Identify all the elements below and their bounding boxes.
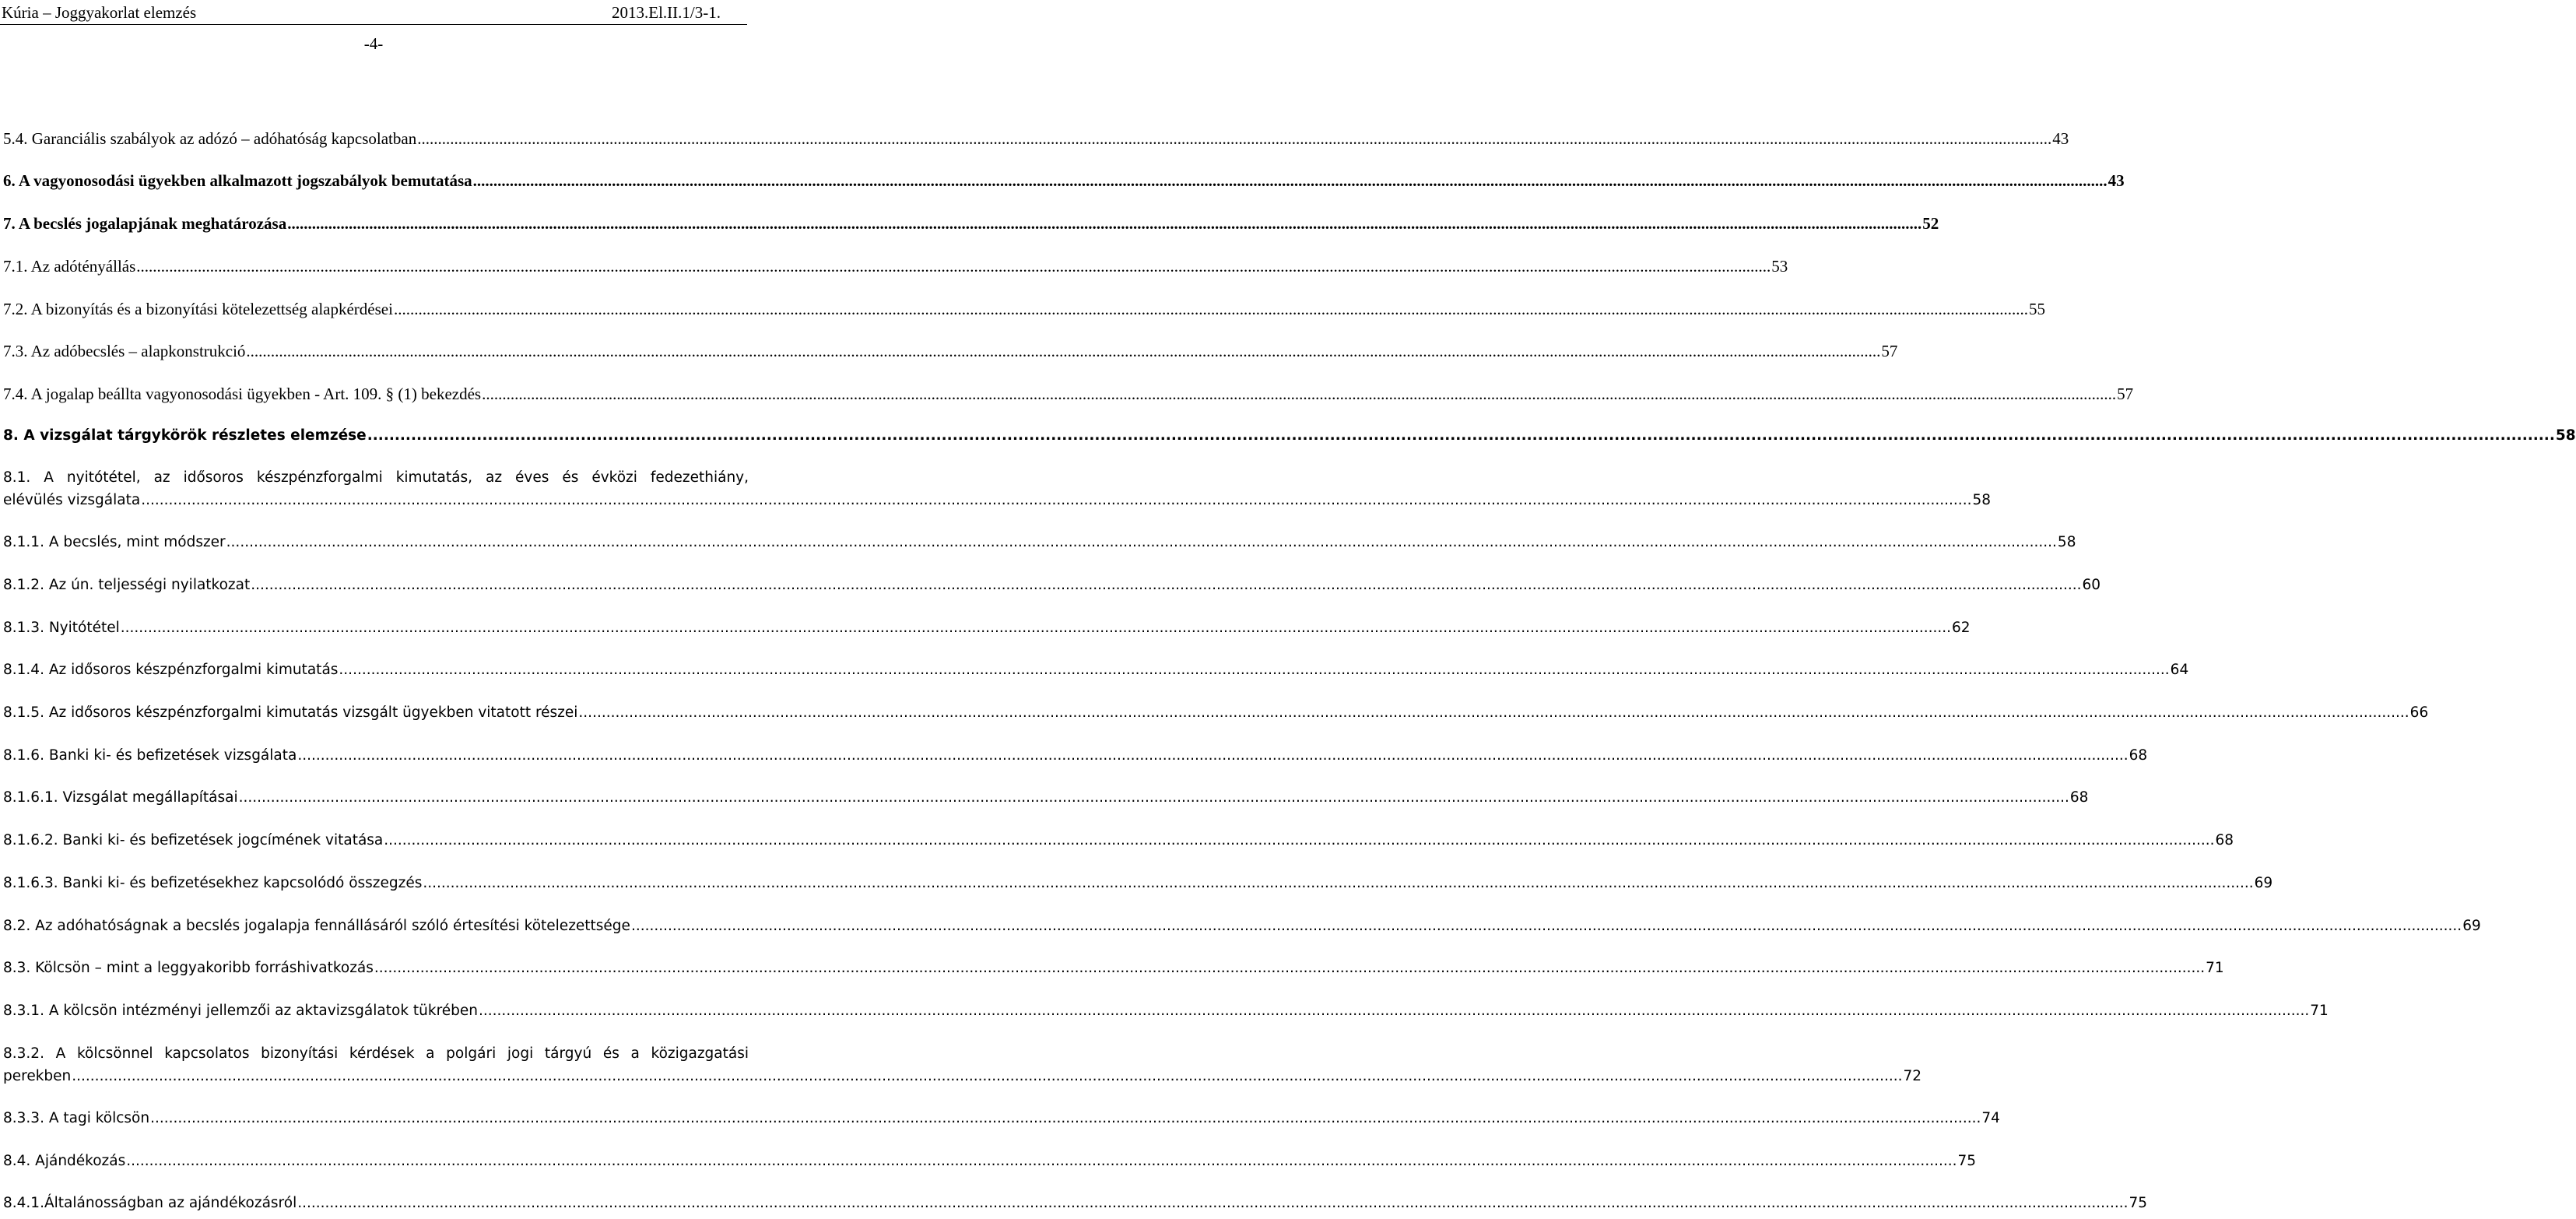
toc-entry-page: 58	[2057, 534, 2076, 550]
toc-entry[interactable]	[3, 577, 2101, 593]
toc-entry[interactable]	[3, 1195, 2148, 1211]
toc-leader-dots: ................................................................................................................................................................................................................................................................................................................................................................................................................	[393, 300, 2028, 318]
toc-entry[interactable]	[3, 662, 2189, 678]
toc-entry[interactable]	[3, 257, 1788, 276]
toc-entry-title-line1[interactable]: 8.1. A nyitótétel, az idősoros készpénzforgalmi kimutatás, az éves és évközi fedezethiány,	[3, 469, 749, 486]
toc-entry-title: 8.1.2. Az ún. teljességi nyilatkozat	[3, 577, 251, 593]
toc-leader-dots: ................................................................................................................................................................................................................................................................................................................................................................................................................	[630, 918, 2462, 934]
toc-leader-dots: ................................................................................................................................................................................................................................................................................................................................................................................................................	[423, 875, 2254, 891]
toc-leader-dots: ................................................................................................................................................................................................................................................................................................................................................................................................................	[251, 577, 2082, 593]
toc-entry-title: 8.3.1. A kölcsön intézményi jellemzői az aktavizsgálatok tükrében	[3, 1003, 479, 1019]
toc-entry-page: 68	[2215, 832, 2234, 848]
toc-entry[interactable]	[3, 534, 2076, 550]
toc-entry-page: 43	[2107, 171, 2125, 190]
toc-entry-page: 55	[2028, 300, 2045, 318]
toc-leader-dots: ................................................................................................................................................................................................................................................................................................................................................................................................................	[141, 492, 1972, 508]
toc-entry[interactable]	[3, 427, 2576, 444]
toc-entry-page: 69	[2462, 918, 2481, 934]
header-title: Kúria – Joggyakorlat elemzés	[2, 3, 197, 22]
toc-entry-title: 8.3.3. A tagi kölcsön	[3, 1110, 150, 1126]
toc-entry-title: 8.1.6.3. Banki ki- és befizetésekhez kapcsolódó összegzés	[3, 875, 423, 891]
toc-entry-title: 8.3. Kölcsön – mint a leggyakoribb forráshivatkozás	[3, 960, 374, 976]
toc-leader-dots: ................................................................................................................................................................................................................................................................................................................................................................................................................	[472, 171, 2107, 190]
toc-leader-dots: ................................................................................................................................................................................................................................................................................................................................................................................................................	[226, 534, 2057, 550]
toc-entry[interactable]	[3, 918, 2481, 934]
page-number: -4-	[363, 34, 384, 53]
toc-entry[interactable]	[3, 300, 2045, 319]
toc-entry[interactable]	[3, 171, 2125, 191]
page-header	[0, 2, 747, 25]
toc-entry-title: 6. A vagyonosodási ügyekben alkalmazott jogszabályok bemutatása	[3, 171, 472, 190]
toc-entry-title-line1[interactable]: 8.3.2. A kölcsönnel kapcsolatos bizonyítási kérdések a polgári jogi tárgyú és a közigazgatási	[3, 1045, 749, 1062]
toc-entry[interactable]	[3, 129, 2069, 149]
toc-leader-dots: ................................................................................................................................................................................................................................................................................................................................................................................................................	[384, 832, 2215, 848]
toc-entry-page: 66	[2409, 704, 2429, 721]
toc-entry[interactable]	[3, 1153, 1977, 1169]
toc-entry-title: 7. A becslés jogalapjának meghatározása	[3, 214, 287, 233]
toc-entry-title: 8.4.1.Általánosságban az ajándékozásról	[3, 1195, 297, 1211]
toc-leader-dots: ................................................................................................................................................................................................................................................................................................................................................................................................................	[374, 960, 2206, 976]
toc-entry-page: 58	[1972, 492, 1991, 508]
toc-entry-title: 8.1.4. Az idősoros készpénzforgalmi kimutatás	[3, 662, 339, 678]
toc-entry[interactable]	[3, 1068, 1922, 1084]
toc-entry-page: 43	[2052, 129, 2069, 148]
toc-entry[interactable]	[3, 214, 1939, 234]
toc-entry[interactable]	[3, 620, 1971, 636]
toc-entry-title: 8. A vizsgálat tárgykörök részletes elemzése	[3, 427, 367, 444]
toc-entry[interactable]	[3, 492, 1991, 508]
toc-entry-page: 57	[1881, 342, 1898, 360]
toc-leader-dots: ................................................................................................................................................................................................................................................................................................................................................................................................................	[72, 1068, 1903, 1084]
toc-entry-title: 8.1.5. Az idősoros készpénzforgalmi kimutatás vizsgált ügyekben vitatott részei	[3, 704, 578, 721]
toc-leader-dots: ................................................................................................................................................................................................................................................................................................................................................................................................................	[479, 1003, 2310, 1019]
toc-entry-title: 8.4. Ajándékozás	[3, 1153, 126, 1169]
toc-entry-title: 7.4. A jogalap beállta vagyonosodási ügyekben - Art. 109. § (1) bekezdés	[3, 385, 482, 403]
toc-entry[interactable]	[3, 1110, 2000, 1126]
toc-leader-dots: ................................................................................................................................................................................................................................................................................................................................................................................................................	[367, 427, 2555, 444]
toc-leader-dots: ................................................................................................................................................................................................................................................................................................................................................................................................................	[578, 704, 2409, 721]
toc-entry-page: 71	[2310, 1003, 2329, 1019]
toc-entry[interactable]	[3, 875, 2273, 891]
toc-entry[interactable]	[3, 1003, 2329, 1019]
toc-entry-title: 8.1.3. Nyitótétel	[3, 620, 120, 636]
header-document-id: 2013.El.II.1/3-1.	[612, 3, 721, 22]
toc-entry-page: 53	[1771, 257, 1788, 276]
toc-entry-page: 69	[2254, 875, 2273, 891]
toc-entry-title: 8.1.6.1. Vizsgálat megállapításai	[3, 789, 238, 806]
toc-entry-page: 75	[1957, 1153, 1977, 1169]
toc-entry-page: 62	[1952, 620, 1971, 636]
toc-leader-dots: ................................................................................................................................................................................................................................................................................................................................................................................................................	[482, 385, 2117, 403]
toc-leader-dots: ................................................................................................................................................................................................................................................................................................................................................................................................................	[339, 662, 2170, 678]
toc-entry-page: 75	[2129, 1195, 2148, 1211]
toc-entry-page: 68	[2069, 789, 2089, 806]
toc-entry-title: 7.2. A bizonyítás és a bizonyítási kötelezettség alapkérdései	[3, 300, 393, 318]
toc-leader-dots: ................................................................................................................................................................................................................................................................................................................................................................................................................	[246, 342, 1881, 360]
toc-entry-title: 7.1. Az adótényállás	[3, 257, 136, 276]
toc-entry-page: 72	[1903, 1068, 1922, 1084]
toc-leader-dots: ................................................................................................................................................................................................................................................................................................................................................................................................................	[150, 1110, 1981, 1126]
toc-leader-dots: ................................................................................................................................................................................................................................................................................................................................................................................................................	[297, 1195, 2129, 1211]
toc-entry-title: 8.1.6. Banki ki- és befizetések vizsgálata	[3, 747, 297, 764]
toc-entry[interactable]	[3, 704, 2429, 721]
toc-leader-dots: ................................................................................................................................................................................................................................................................................................................................................................................................................	[136, 257, 1771, 276]
toc-entry[interactable]	[3, 385, 2134, 404]
toc-entry-title: 8.2. Az adóhatóságnak a becslés jogalapja fennállásáról szóló értesítési kötelezettsége	[3, 918, 630, 934]
toc-leader-dots: ................................................................................................................................................................................................................................................................................................................................................................................................................	[297, 747, 2129, 764]
toc-entry[interactable]	[3, 747, 2148, 764]
toc-entry[interactable]	[3, 832, 2234, 848]
toc-entry-page: 57	[2117, 385, 2134, 403]
toc-entry-page: 58	[2555, 427, 2576, 444]
toc-entry-page: 71	[2206, 960, 2224, 976]
toc-entry[interactable]	[3, 342, 1898, 361]
toc-leader-dots: ................................................................................................................................................................................................................................................................................................................................................................................................................	[126, 1153, 1957, 1169]
header-divider	[0, 24, 747, 25]
toc-leader-dots: ................................................................................................................................................................................................................................................................................................................................................................................................................	[417, 129, 2052, 148]
toc-entry-title: elévülés vizsgálata	[3, 492, 141, 508]
toc-entry-title: 7.3. Az adóbecslés – alapkonstrukció	[3, 342, 246, 360]
toc-entry[interactable]	[3, 960, 2224, 976]
toc-entry-page: 74	[1981, 1110, 2000, 1126]
toc-entry-title: 5.4. Garanciális szabályok az adózó – adóhatóság kapcsolatban	[3, 129, 417, 148]
toc-leader-dots: ................................................................................................................................................................................................................................................................................................................................................................................................................	[287, 214, 1922, 233]
toc-leader-dots: ................................................................................................................................................................................................................................................................................................................................................................................................................	[238, 789, 2069, 806]
toc-entry-page: 52	[1922, 214, 1939, 233]
toc-entry-title: perekben	[3, 1068, 72, 1084]
toc-entry-title: 8.1.1. A becslés, mint módszer	[3, 534, 226, 550]
toc-entry-page: 60	[2082, 577, 2101, 593]
toc-entry[interactable]	[3, 789, 2089, 806]
toc-entry-page: 64	[2170, 662, 2189, 678]
toc-entry-page: 68	[2129, 747, 2148, 764]
toc-leader-dots: ................................................................................................................................................................................................................................................................................................................................................................................................................	[120, 620, 1951, 636]
toc-entry-title: 8.1.6.2. Banki ki- és befizetések jogcímének vitatása	[3, 832, 384, 848]
